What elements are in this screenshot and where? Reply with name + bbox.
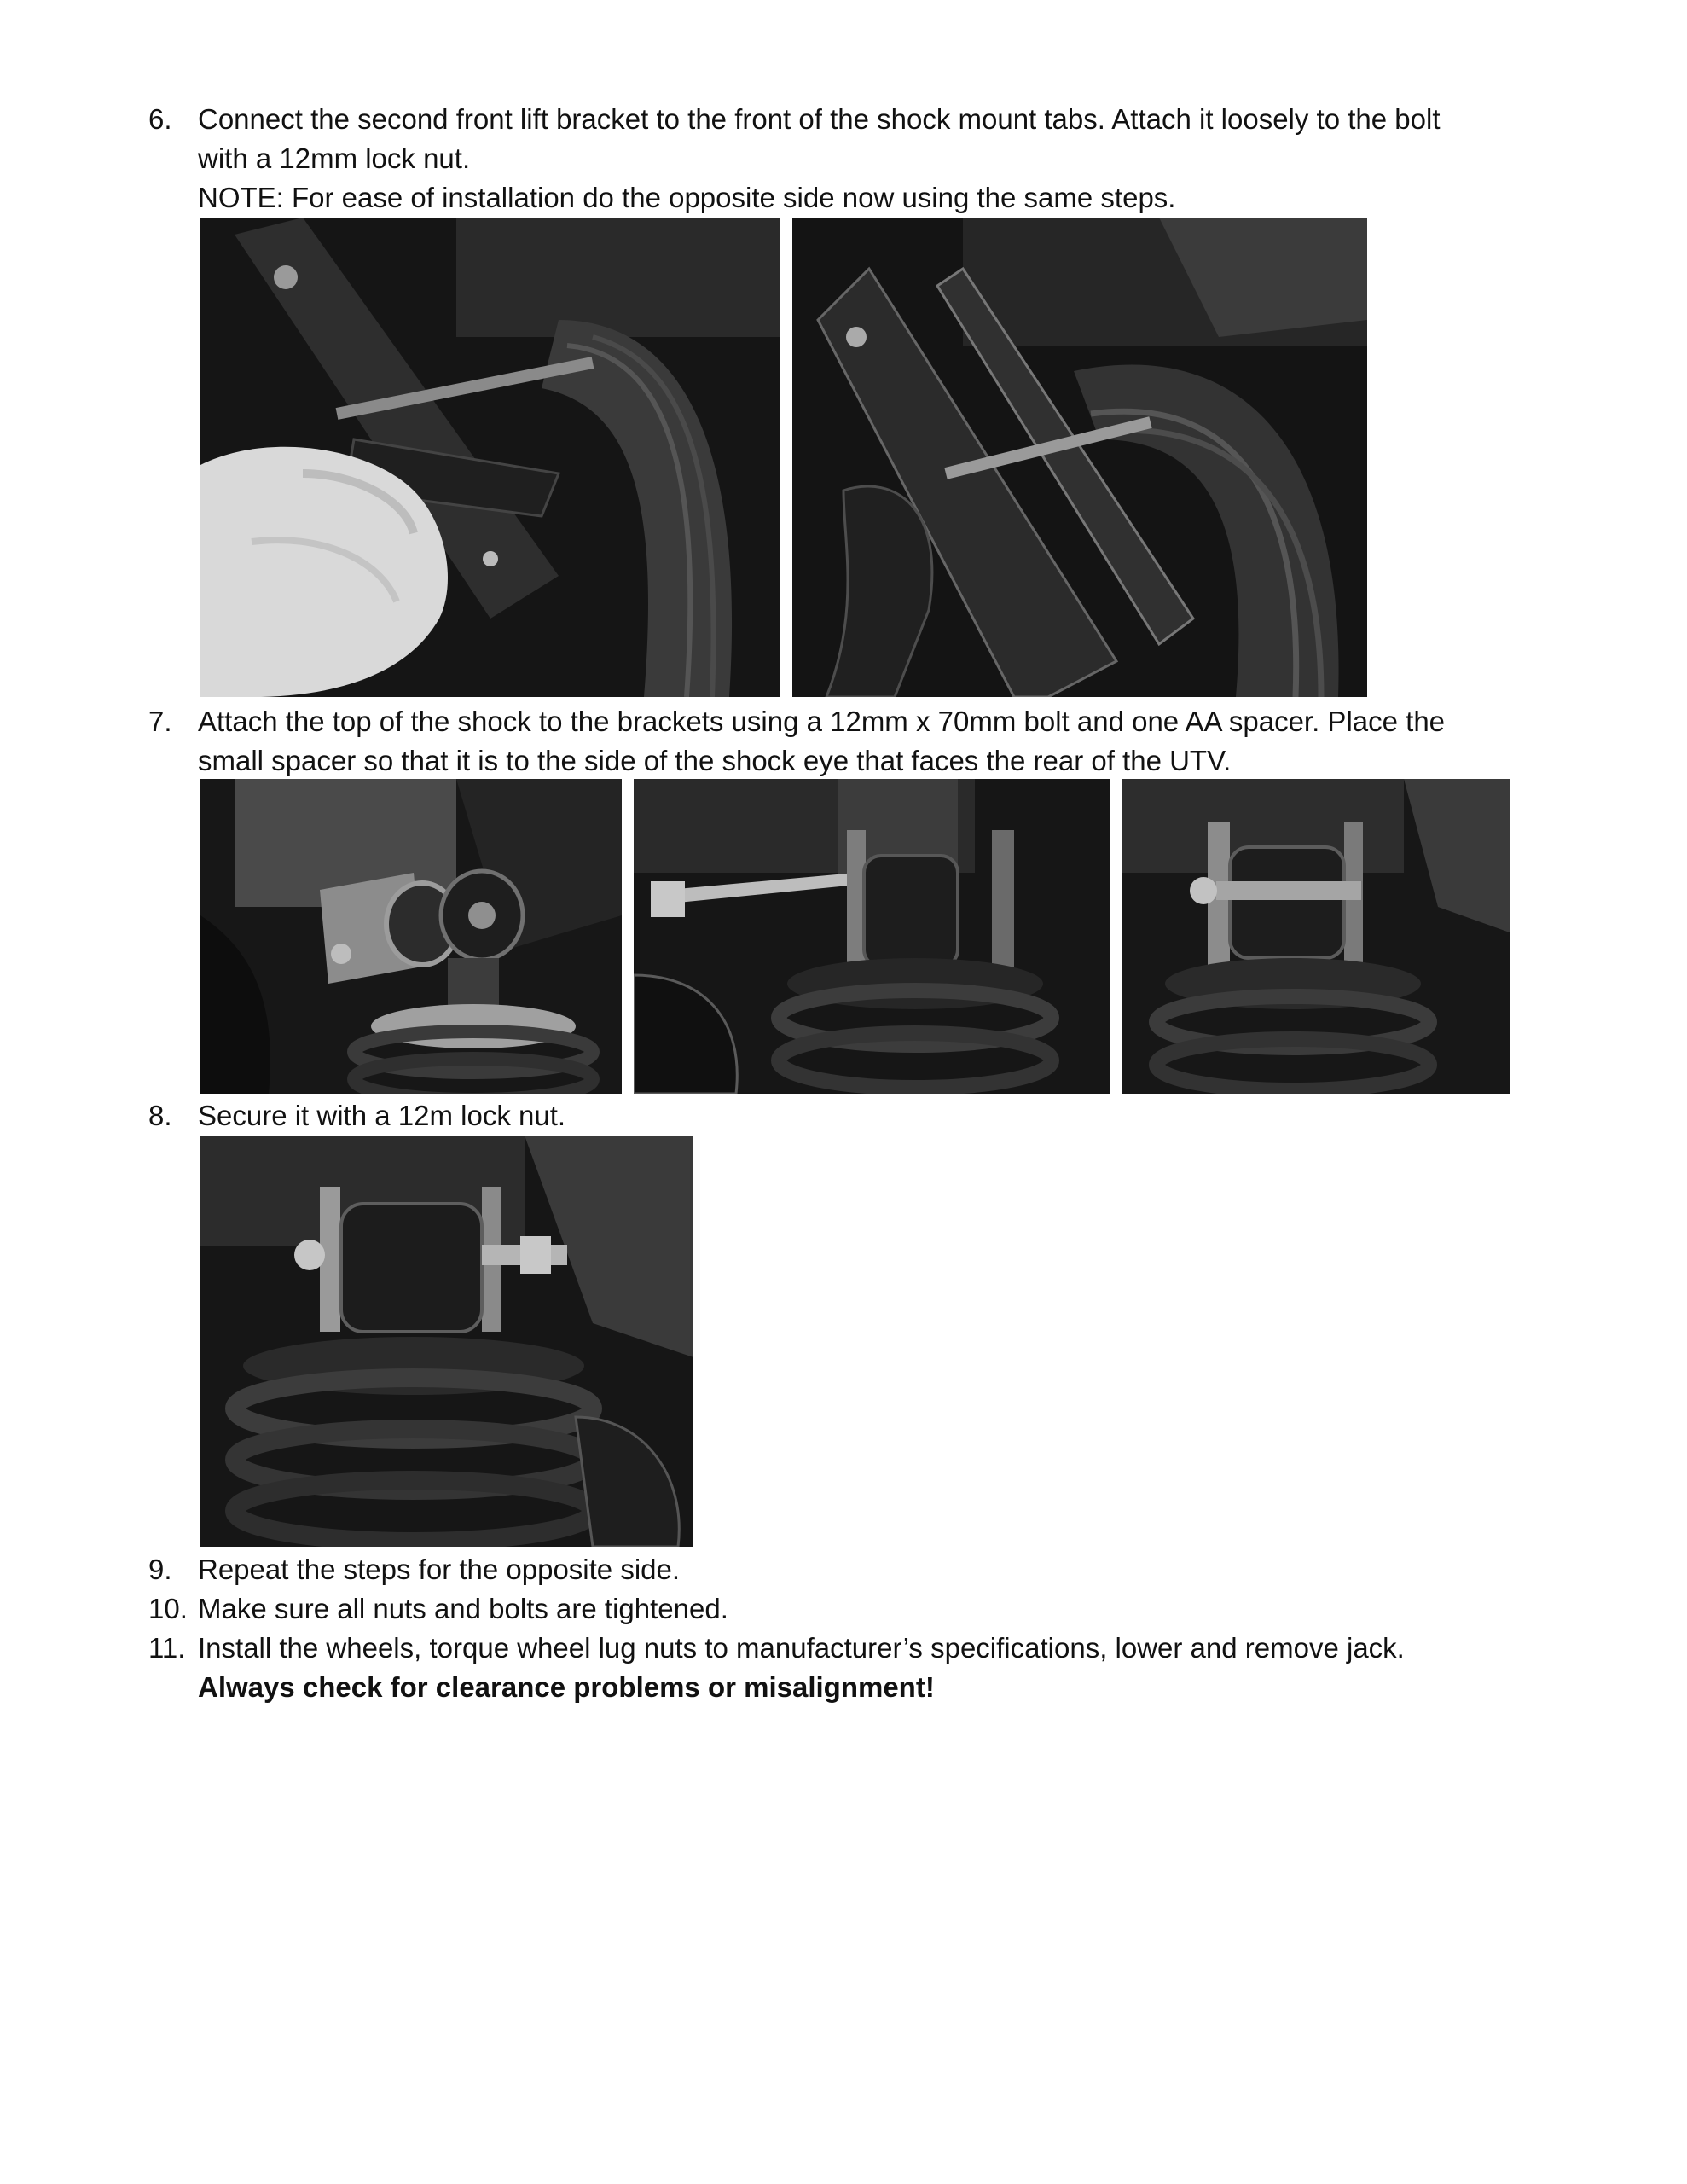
step-6-number: 6. <box>148 103 172 135</box>
step-10-text-line-1: Make sure all nuts and bolts are tightened. <box>198 1593 728 1624</box>
step-7-number: 7. <box>148 706 172 737</box>
step-6-note: NOTE: For ease of installation do the opposite side now using the same steps. <box>198 182 1176 213</box>
step-7-text-line-1: Attach the top of the shock to the brackets using a 12mm x 70mm bolt and one AA spacer. Place the <box>198 706 1446 737</box>
step-9-number: 9. <box>148 1554 172 1585</box>
step-11-warning: Always check for clearance problems or misalignment! <box>198 1671 935 1703</box>
step-6-photo-bracket-held-by-hand <box>200 218 780 697</box>
step-8-text-line-1: Secure it with a 12m lock nut. <box>198 1100 566 1131</box>
step-11-number: 11. <box>148 1632 186 1664</box>
step-7-photo-bolt-through-shock-eye <box>1122 779 1510 1094</box>
step-11-text-line-1: Install the wheels, torque wheel lug nuts to manufacturer’s specifications, lower and remove jack. <box>198 1632 1405 1664</box>
step-10-number: 10. <box>148 1593 188 1624</box>
step-6-text-line-1: Connect the second front lift bracket to the front of the shock mount tabs. Attach it loosely to the bolt <box>198 103 1441 135</box>
step-6-photo-bracket-on-bolt <box>792 218 1367 697</box>
step-8-photo-lock-nut-secured <box>200 1136 693 1547</box>
step-8-number: 8. <box>148 1100 172 1131</box>
step-7-photo-bolt-inserted <box>634 779 1110 1094</box>
step-9-text-line-1: Repeat the steps for the opposite side. <box>198 1554 681 1585</box>
step-7-photo-shock-top-at-brackets <box>200 779 622 1094</box>
step-6-text-line-2: with a 12mm lock nut. <box>198 142 471 174</box>
step-7-text-line-2: small spacer so that it is to the side of the shock eye that faces the rear of the UTV. <box>198 745 1232 776</box>
